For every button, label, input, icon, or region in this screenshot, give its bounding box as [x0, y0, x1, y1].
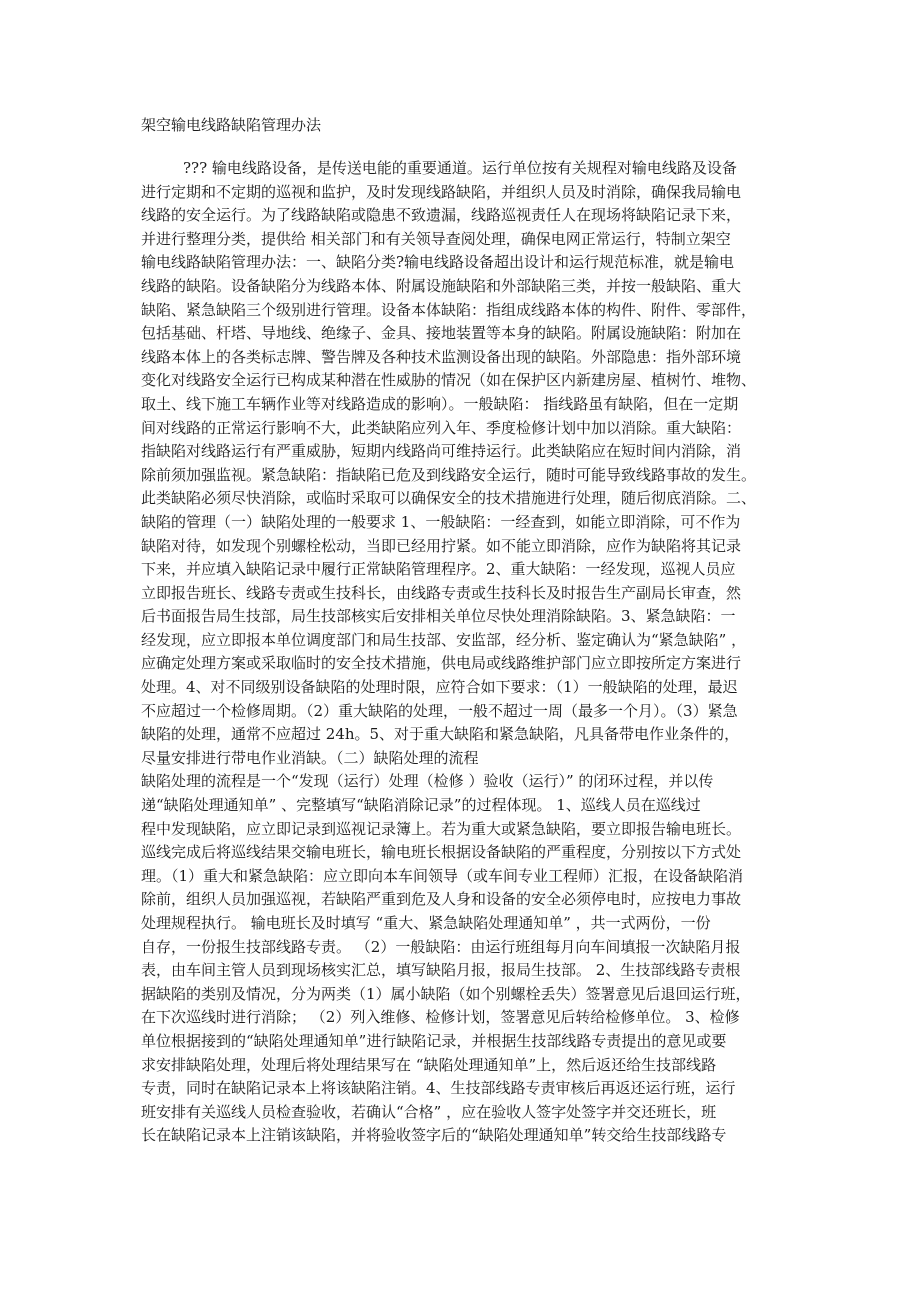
body-line: 程中发现缺陷，应立即记录到巡视记录簿上。若为重大或紧急缺陷，要立即报告输电班长。 [141, 819, 742, 838]
body-line: 缺陷处理的流程是一个“发现（运行）处理（检修 ）验收（运行）” 的闭环过程，并以传 [141, 772, 714, 791]
body-line: 处理规程执行。 输电班长及时填写 “重大、紧急缺陷处理通知单” ，共一式两份，一份 [141, 914, 711, 932]
body-line: 缺陷的管理（一）缺陷处理的一般要求 1、一般缺陷：一经查到，如能立即消除，可不作为 [141, 512, 741, 531]
body-line: 取土、线下施工车辆作业等对线路造成的影响）。一般缺陷： 指线路虽有缺陷，但在一定期 [141, 394, 739, 413]
body-line: 求安排缺陷处理，处理后将处理结果写在 “缺陷处理通知单”上，然后返还给生技部线路 [141, 1055, 717, 1074]
body-line: 线路的缺陷。设备缺陷分为线路本体、附属设施缺陷和外部缺陷三类，并按一般缺陷、重大 [141, 276, 742, 295]
body-line: 变化对线路安全运行已构成某种潜在性威胁的情况（如在保护区内新建房屋、植树竹、堆物、 [141, 371, 757, 390]
body-line: 此类缺陷必须尽快消除，或临时采取可以确保安全的技术措施进行处理，随后彻底消除。二、 [141, 489, 757, 508]
body-line: 在下次巡线时进行消除； （2）列入维修、检修计划，签署意见后转给检修单位。 3、检修 [141, 1008, 740, 1027]
body-line: ??? 输电线路设备，是传送电能的重要通道。运行单位按有关规程对输电线路及设备 [183, 159, 737, 177]
body-line: 指缺陷对线路运行有严重威胁，短期内线路尚可维持运行。此类缺陷应在短时间内消除，消 [141, 442, 742, 461]
body-line: 除前须加强监视。紧急缺陷：指缺陷已危及到线路安全运行，随时可能导致线路事故的发生。 [141, 465, 757, 484]
body-line: 班安排有关巡线人员检查验收，若确认“合格” ，应在验收人签字处签字并交还班长，班 [141, 1102, 717, 1121]
body-line: 缺陷对待，如发现个别螺栓松动，当即已经用拧紧。如不能立即消除，应作为缺陷将其记录 [141, 536, 742, 555]
body-line: 进行定期和不定期的巡视和监护，及时发现线路缺陷，并组织人员及时消除，确保我局输电 [141, 182, 742, 201]
body-line: 线路本体上的各类标志牌、警告牌及各种技术监测设备出现的缺陷。外部隐患：指外部环境 [141, 347, 742, 366]
body-line: 间对线路的正常运行影响不大，此类缺陷应列入年、季度检修计划中加以消除。重大缺陷： [141, 418, 742, 437]
body-line: 线路的安全运行。为了线路缺陷或隐患不致遗漏，线路巡视责任人在现场将缺陷记录下来， [141, 206, 742, 225]
body-line: 尽量安排进行带电作业消缺。（二）缺陷处理的流程 [141, 748, 479, 767]
body-line: 长在缺陷记录本上注销该缺陷，并将验收签字后的“缺陷处理通知单”转交给生技部线路专 [141, 1126, 727, 1145]
document-title: 架空输电线路缺陷管理办法 [141, 116, 322, 134]
body-line: 处理。4、对不同级别设备缺陷的处理时限，应符合如下要求：（1）一般缺陷的处理，最迟 [141, 678, 738, 697]
body-line: 专责，同时在缺陷记录本上将该缺陷注销。4、生技部线路专责审核后再返还运行班，运行 [141, 1079, 736, 1098]
body-line: 应确定处理方案或采取临时的安全技术措施，供电局或线路维护部门应立即按所定方案进行 [141, 654, 742, 673]
body-line: 递“缺陷处理通知单” 、完整填写“缺陷消除记录”的过程体现。 1、巡线人员在巡线过 [141, 796, 701, 815]
body-line: 经发现，应立即报本单位调度部门和局生技部、安监部，经分析、鉴定确认为“紧急缺陷” ， [141, 630, 747, 649]
body-line: 单位根据接到的“缺陷处理通知单”进行缺陷记录，并根据生技部线路专责提出的意见或要 [141, 1031, 727, 1050]
document-body [141, 157, 781, 1148]
body-line: 下来，并应填入缺陷记录中履行正常缺陷管理程序。2、重大缺陷：一经发现，巡视人员应 [141, 560, 736, 579]
body-line: 输电线路缺陷管理办法：一、缺陷分类?输电线路设备超出设计和运行规范标准，就是输电 [141, 253, 735, 272]
body-line: 包括基础、杆塔、导地线、绝缘子、金具、接地装置等本身的缺陷。附属设施缺陷：附加在 [141, 324, 742, 343]
body-line: 理。（1）重大和紧急缺陷：应立即向本车间领导（或车间专业工程师）汇报，在设备缺陷消 [141, 866, 744, 885]
body-line: 不应超过一个检修周期。（2）重大缺陷的处理，一般不超过一周（最多一个月）。（3）紧急 [141, 701, 738, 720]
body-line: 巡线完成后将巡线结果交输电班长，输电班长根据设备缺陷的严重程度，分别按以下方式处 [141, 843, 742, 862]
body-line: 立即报告班长、线路专责或生技科长，由线路专责或生技科长及时报告生产副局长审查，然 [141, 583, 742, 602]
body-line: 据缺陷的类别及情况，分为两类（1）属小缺陷（如个别螺栓丢失）签署意见后退回运行班， [141, 984, 751, 1003]
body-line: 表，由车间主管人员到现场核实汇总，填写缺陷月报，报局生技部。 2、生技部线路专责根 [141, 961, 741, 980]
body-line: 缺陷的处理，通常不应超过 24h。5、对于重大缺陷和紧急缺陷，凡具备带电作业条件的， [141, 725, 740, 744]
body-line: 后书面报告局生技部，局生技部核实后安排相关单位尽快处理消除缺陷。3、紧急缺陷：一 [141, 607, 736, 626]
body-line: 缺陷、紧急缺陷三个级别进行管理。设备本体缺陷：指组成线路本体的构件、附件、零部件， [141, 300, 757, 319]
body-line: 并进行整理分类，提供给 相关部门和有关领导查阅处理，确保电网正常运行，特制立架空 [141, 229, 731, 248]
body-line: 除前，组织人员加强巡视，若缺陷严重到危及人身和设备的安全必须停电时，应按电力事故 [141, 890, 742, 909]
body-line: 自存，一份报生技部线路专责。 （2）一般缺陷：由运行班组每月向车间填报一次缺陷月报 [141, 937, 741, 956]
